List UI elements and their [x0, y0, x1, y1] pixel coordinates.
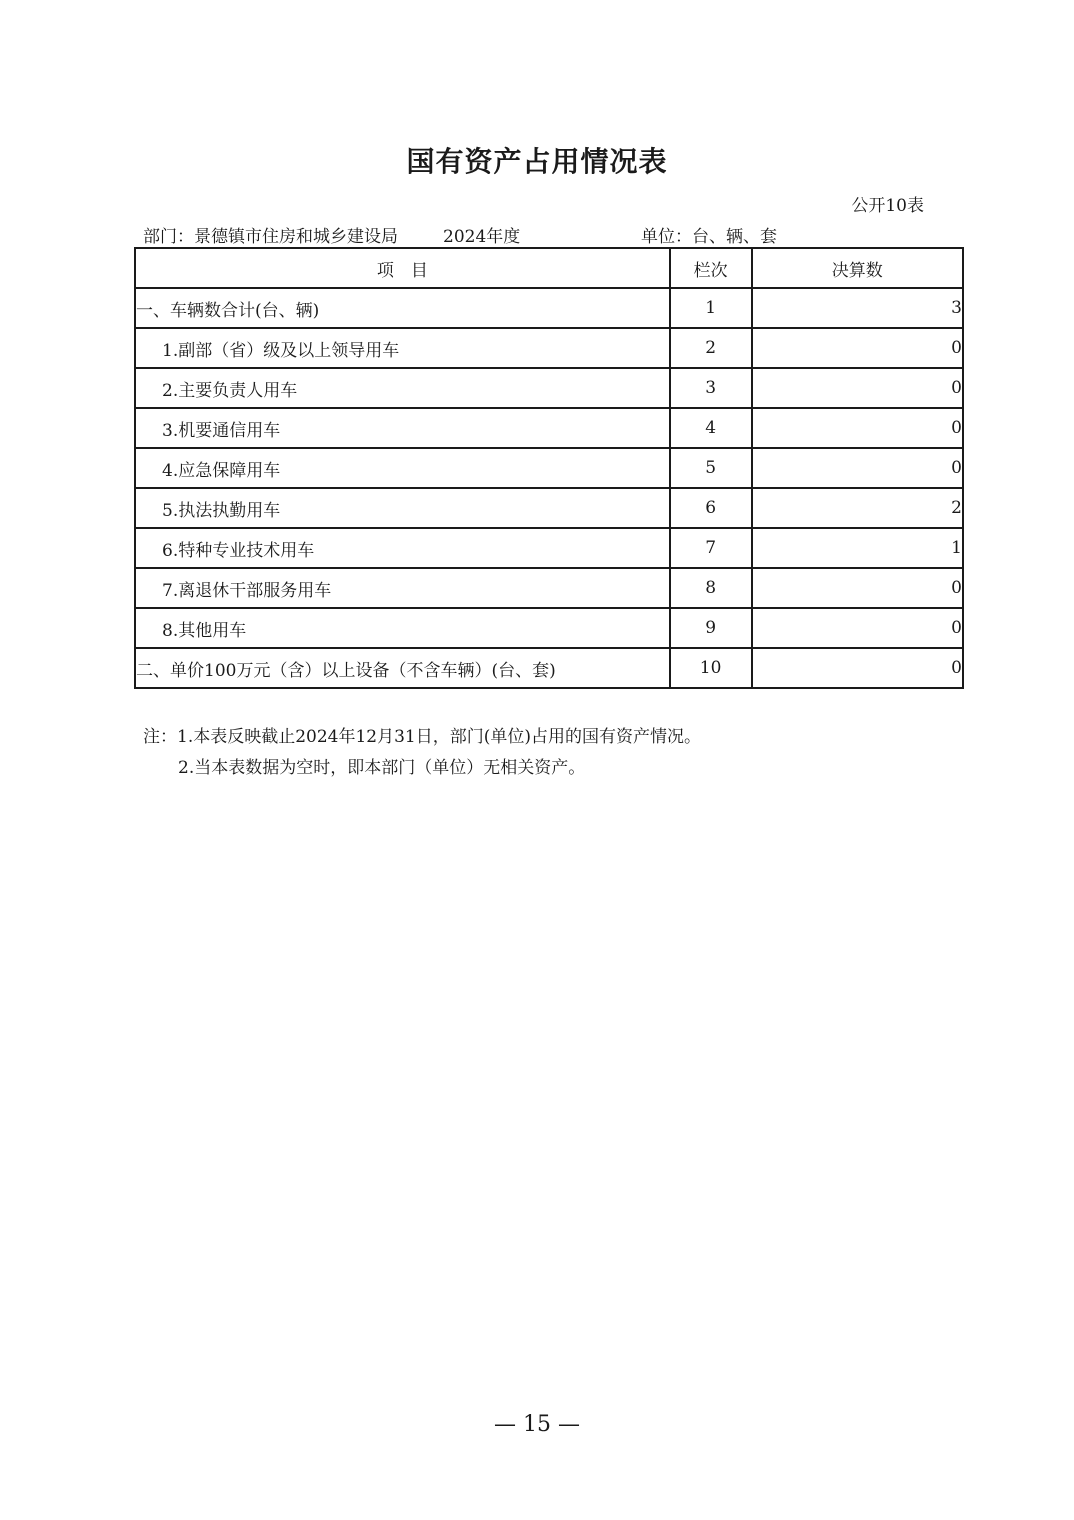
row-item: 1.副部（省）级及以上领导用车	[135, 328, 670, 368]
row-item: 8.其他用车	[135, 608, 670, 648]
footnotes	[143, 722, 701, 784]
row-line: 10	[670, 648, 752, 688]
fiscal-year-label: 2024年度	[443, 227, 521, 247]
row-line: 3	[670, 368, 752, 408]
row-line: 8	[670, 568, 752, 608]
table-number: 公开10表	[851, 196, 924, 216]
header-item: 项 目	[135, 248, 670, 288]
table-row	[135, 528, 963, 568]
table-row	[135, 648, 963, 688]
row-value: 0	[752, 328, 963, 368]
table-row	[135, 408, 963, 448]
row-line: 2	[670, 328, 752, 368]
row-line: 6	[670, 488, 752, 528]
row-item: 二、单价100万元（含）以上设备（不含车辆）(台、套)	[135, 648, 670, 688]
row-value: 2	[752, 488, 963, 528]
row-item: 2.主要负责人用车	[135, 368, 670, 408]
table-row	[135, 368, 963, 408]
row-item: 一、车辆数合计(台、辆)	[135, 288, 670, 328]
table-header-row	[135, 248, 963, 288]
row-item: 5.执法执勤用车	[135, 488, 670, 528]
table-row	[135, 288, 963, 328]
row-line: 7	[670, 528, 752, 568]
row-value: 0	[752, 608, 963, 648]
row-value: 1	[752, 528, 963, 568]
row-value: 3	[752, 288, 963, 328]
footnote-2: 2.当本表数据为空时，即本部门（单位）无相关资产。	[178, 758, 586, 778]
row-item: 6.特种专业技术用车	[135, 528, 670, 568]
row-item: 4.应急保障用车	[135, 448, 670, 488]
table-row	[135, 608, 963, 648]
unit-label: 单位：台、辆、套	[641, 227, 777, 247]
row-value: 0	[752, 448, 963, 488]
table-row	[135, 448, 963, 488]
row-line: 4	[670, 408, 752, 448]
table-row	[135, 488, 963, 528]
row-value: 0	[752, 408, 963, 448]
page-title: 国有资产占用情况表	[406, 145, 668, 178]
header-line: 栏次	[670, 248, 752, 288]
row-item: 3.机要通信用车	[135, 408, 670, 448]
header-value: 决算数	[752, 248, 963, 288]
row-value: 0	[752, 648, 963, 688]
row-value: 0	[752, 568, 963, 608]
row-item: 7.离退休干部服务用车	[135, 568, 670, 608]
table-row	[135, 328, 963, 368]
asset-table	[134, 247, 964, 689]
department-label: 部门：景德镇市住房和城乡建设局	[143, 227, 398, 247]
row-line: 5	[670, 448, 752, 488]
row-line: 9	[670, 608, 752, 648]
row-value: 0	[752, 368, 963, 408]
row-line: 1	[670, 288, 752, 328]
footnote-1: 注：1.本表反映截止2024年12月31日，部门(单位)占用的国有资产情况。	[143, 727, 702, 747]
table-row	[135, 568, 963, 608]
page-number: — 15 —	[494, 1412, 580, 1437]
